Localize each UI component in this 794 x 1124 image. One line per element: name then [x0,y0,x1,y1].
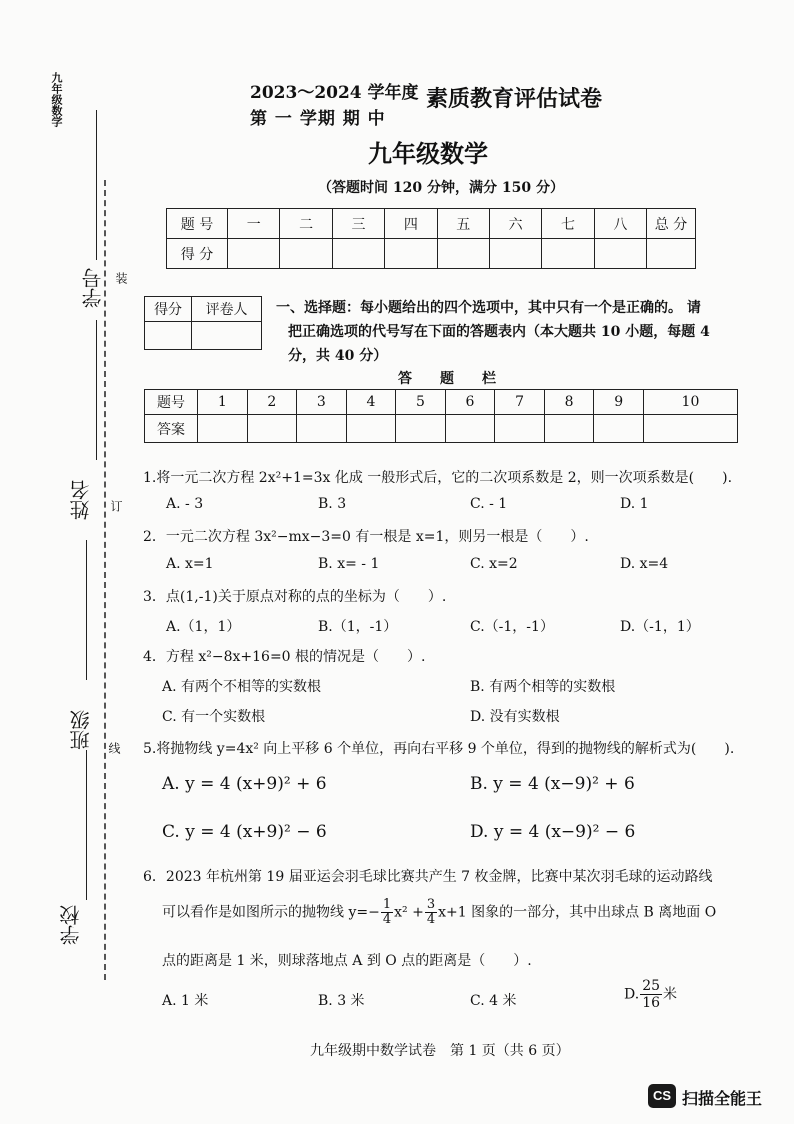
scanner-logo-text: CS [652,1088,672,1103]
grader-name-cell[interactable] [192,322,262,350]
answer-cell[interactable] [643,415,737,443]
score-header-cell: 总 分 [647,209,696,239]
grader-score-label: 得分 [145,297,192,322]
answer-cell[interactable] [495,415,545,443]
answer-header-cell: 8 [544,390,594,415]
label-student-id: 学号 [81,268,105,308]
q6-line2-pre: 可以看作是如图所示的抛物线 y=− [162,904,380,921]
q2-option-a: A. x=1 [166,556,214,572]
score-header-cell: 四 [385,209,437,239]
school-underline [86,750,87,900]
score-cell[interactable] [647,239,696,269]
answer-table-caption: 答 题 栏 [398,371,496,387]
name-underline [96,320,97,460]
answer-header-cell: 题号 [145,390,198,415]
answer-cell[interactable] [346,415,396,443]
answer-header-cell: 5 [396,390,446,415]
q6-option-b: B. 3 米 [318,993,365,1009]
q4-option-a: A. 有两个不相等的实数根 [162,679,322,695]
answer-header-cell: 3 [297,390,347,415]
q5-stem: 5.将抛物线 y=4x² 向上平移 6 个单位，再向右平移 9 个单位，得到的抛物线的解析式为( ). [143,741,735,757]
q6-line3: 点的距离是 1 米，则球落地点 A 到 O 点的距离是（ ）. [162,953,532,969]
answer-cell[interactable] [544,415,594,443]
header-term: 第 一 学期 期 中 [250,109,386,129]
answer-header-cell: 9 [594,390,644,415]
binding-mark-1: 装 [114,272,128,284]
q3-option-b: B.（1，-1） [318,619,398,635]
score-cell[interactable] [385,239,437,269]
score-header-cell: 五 [437,209,489,239]
q1-option-b: B. 3 [318,496,347,512]
grader-score-cell[interactable] [145,322,192,350]
label-name: 姓名 [69,480,93,520]
answer-cell[interactable] [594,415,644,443]
q2-option-d: D. x=4 [620,556,669,572]
answer-row-label: 答案 [145,415,198,443]
exam-meta: （答题时间 120 分钟，满分 150 分） [318,180,564,196]
q4-stem: 4．方程 x²−8x+16=0 根的情况是（ ）. [143,649,426,665]
label-class: 班级 [69,710,93,750]
score-cell[interactable] [332,239,384,269]
answer-table [144,389,738,443]
score-cell[interactable] [542,239,594,269]
q5-option-c: C. y = 4 (x+9)² − 6 [162,822,327,842]
q6-d-fraction: $\frac{25}{16}$ [642,978,661,1011]
score-header-cell: 一 [228,209,280,239]
grader-box [144,296,262,350]
q5-option-b: B. y = 4 (x−9)² + 6 [470,774,635,794]
score-header-cell: 题 号 [167,209,228,239]
score-header-cell: 三 [332,209,384,239]
score-cell[interactable] [489,239,541,269]
section1-line2: 把正确选项的代号写在下面的答题表内（本大题共 10 小题，每题 4 [288,324,710,340]
answer-cell[interactable] [445,415,495,443]
q3-option-c: C.（-1，-1） [470,619,554,635]
q5-option-d: D. y = 4 (x−9)² − 6 [470,822,636,842]
q6-option-a: A. 1 米 [162,993,209,1009]
header-year: 2023～2024 学年度 [250,83,419,103]
q3-option-d: D.（-1，1） [620,619,700,635]
answer-header-cell: 7 [495,390,545,415]
header-exam-name: 素质教育评估试卷 [426,86,603,112]
q1-stem: 1.将一元二次方程 2x²+1=3x 化成 一般形式后，它的二次项系数是 2，则一次项系数是( ). [143,470,733,486]
scanner-watermark-text: 扫描全能王 [682,1089,763,1108]
page-footer: 九年级期中数学试卷 第 1 页（共 6 页） [310,1043,570,1059]
score-header-cell: 七 [542,209,594,239]
answer-cell[interactable] [297,415,347,443]
side-subject: 九年级数学 [50,72,63,127]
q4-option-b: B. 有两个相等的实数根 [470,679,616,695]
q6-line1: 6．2023 年杭州第 19 届亚运会羽毛球比赛共产生 7 枚金牌，比赛中某次羽毛球的运动路线 [143,869,713,885]
q1-option-d: D. 1 [620,496,649,512]
answer-cell[interactable] [198,415,248,443]
score-header-cell: 八 [594,209,646,239]
q5-option-a: A. y = 4 (x+9)² + 6 [162,774,327,794]
score-cell[interactable] [594,239,646,269]
page-title: 九年级数学 [368,139,488,168]
score-cell[interactable] [280,239,332,269]
q6-fraction-2: $\frac{3}{4}$ [426,897,436,927]
q4-option-d: D. 没有实数根 [470,709,560,725]
score-cell[interactable] [437,239,489,269]
section1-line1: 一、选择题：每小题给出的四个选项中，其中只有一个是正确的。 请 [276,300,701,316]
scanner-logo [648,1084,676,1108]
label-school: 学校 [59,905,83,945]
q3-option-a: A.（1，1） [166,619,241,635]
student-id-underline [96,110,97,260]
answer-header-cell: 6 [445,390,495,415]
q4-option-c: C. 有一个实数根 [162,709,266,725]
grader-label: 评卷人 [192,297,262,322]
q6-line2-mid: x² + [394,904,424,921]
q6-option-d: D. $\frac{25}{16}$ 米 [624,978,678,1011]
score-cell[interactable] [228,239,280,269]
binding-mark-2: 订 [109,500,123,512]
q3-stem: 3．点(1,-1)关于原点对称的点的坐标为（ ）. [143,589,447,605]
answer-header-cell: 1 [198,390,248,415]
binding-mark-3: 线 [107,742,121,754]
answer-cell[interactable] [247,415,297,443]
q1-option-c: C. - 1 [470,496,508,512]
q2-option-b: B. x= - 1 [318,556,380,572]
q1-option-a: A. - 3 [166,496,204,512]
score-header-cell: 二 [280,209,332,239]
answer-header-cell: 2 [247,390,297,415]
q6-line2 [162,898,716,927]
class-underline [86,540,87,680]
score-header-cell: 六 [489,209,541,239]
answer-header-cell: 4 [346,390,396,415]
answer-cell[interactable] [396,415,446,443]
q2-stem: 2．一元二次方程 3x²−mx−3=0 有一根是 x=1，则另一根是（ ）. [143,529,589,545]
score-row-label: 得 分 [167,239,228,269]
q6-fraction-1: $\frac{1}{4}$ [382,897,392,927]
answer-header-cell: 10 [643,390,737,415]
score-table [166,208,696,269]
section1-line3: 分，共 40 分） [288,348,388,364]
q2-option-c: C. x=2 [470,556,518,572]
q6-line2-post: x+1 图象的一部分，其中出球点 B 离地面 O [438,904,717,921]
q6-option-c: C. 4 米 [470,993,517,1009]
